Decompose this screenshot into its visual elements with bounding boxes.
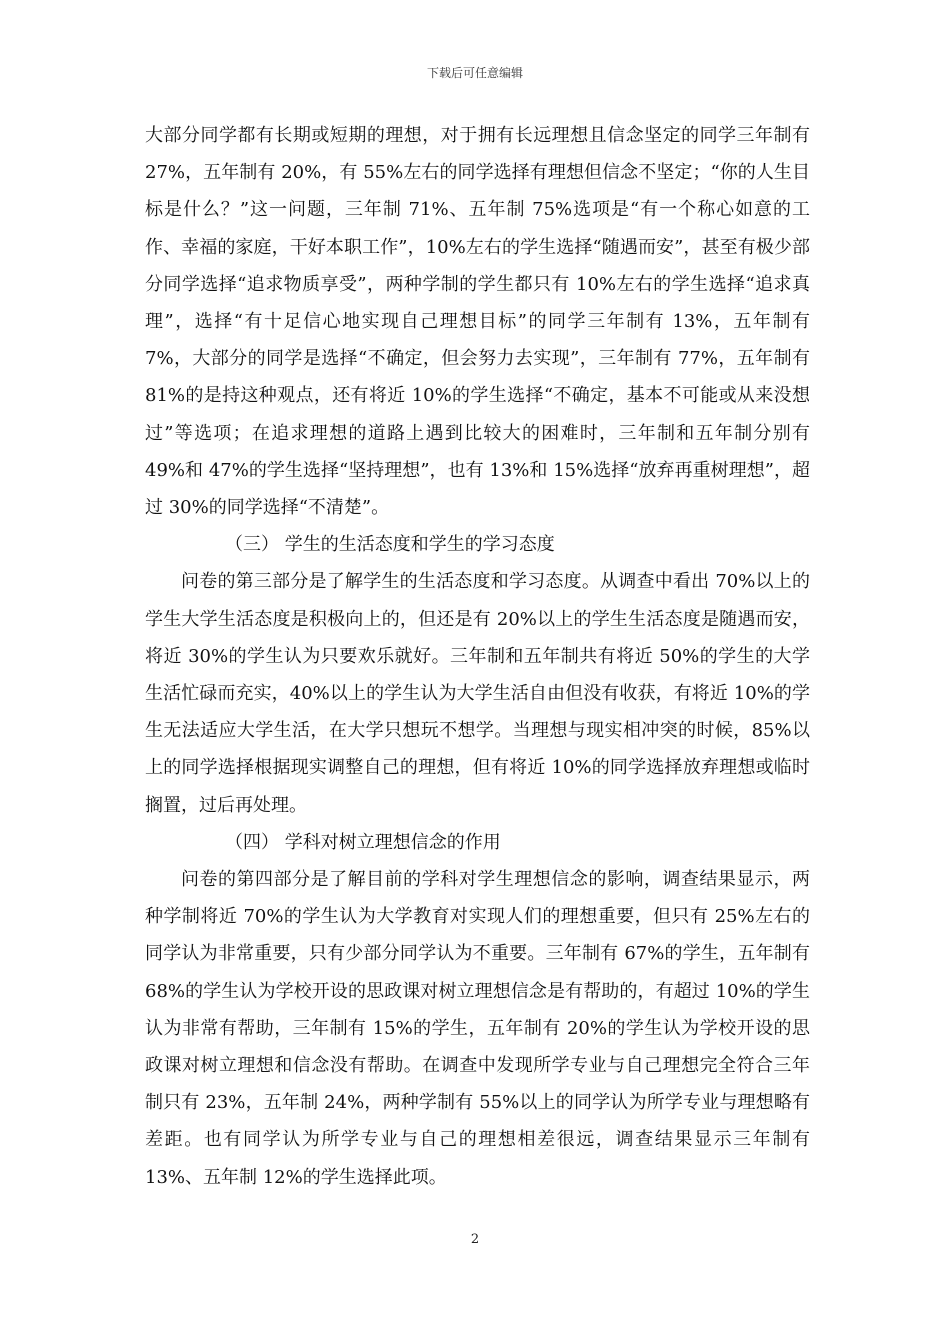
- section-heading-four: （四） 学科对树立理想信念的作用: [225, 831, 501, 853]
- section-heading-three: （三） 学生的生活态度和学生的学习态度: [225, 534, 555, 556]
- document-body: [145, 117, 810, 1196]
- paragraph-continuation: 大部分同学都有长期或短期的理想，对于拥有长远理想且信念坚定的同学三年制有 27%，五年制有 20%，有 55%左右的同学选择有理想但信念不坚定；“你的人生目标是什么？”这一问题，三年制 71%、五年制 75%选项是“有一个称心如意的工作、幸福的家庭，干好本职工作”，10%左右的学生选择“随遇而安”，甚至有极少部分同学选择“追求物质享受”，两种学制的学生都只有 10%左右的学生选择“追求真理”，选择“有十足信心地实现自己理想目标”的同学三年制有 13%，五年制有 7%，大部分的同学是选择“不确定，但会努力去实现”，三年制有 77%，五年制有 81%的是持这种观点，还有将近 10%的学生选择“不确定，基本不可能或从来没想过”等选项；在追求理想的道路上遇到比较大的困难时，三年制和五年制分别有 49%和 47%的学生选择“坚持理想”，也有 13%和 15%选择“放弃再重树理想”，超过 30%的同学选择“不清楚”。: [145, 125, 810, 519]
- paragraph-section-four: 问卷的第四部分是了解目前的学科对学生理想信念的影响，调查结果显示，两种学制将近 70%的学生认为大学教育对实现人们的理想重要，但只有 25%左右的同学认为非常重要，只有少部分同学认为不重要。三年制有 67%的学生，五年制有 68%的学生认为学校开设的思政课对树立理想信念是有帮助的，有超过 10%的学生认为非常有帮助，三年制有 15%的学生，五年制有 20%的学生认为学校开设的思政课对树立理想和信念没有帮助。在调查中发现所学专业与自己理想完全符合三年制只有 23%，五年制 24%，两种学制有 55%以上的同学认为所学专业与理想略有差距。也有同学认为所学专业与自己的理想相差很远，调查结果显示三年制有 13%、五年制 12%的学生选择此项。: [145, 869, 810, 1188]
- page-header-note: 下载后可任意编辑: [426, 66, 523, 80]
- page-number: 2: [470, 1232, 480, 1247]
- paragraph-section-three: 问卷的第三部分是了解学生的生活态度和学习态度。从调查中看出 70%以上的学生大学生活态度是积极向上的，但还是有 20%以上的学生生活态度是随遇而安，将近 30%的学生认为只要欢乐就好。三年制和五年制共有将近 50%的学生的大学生活忙碌而充实，40%以上的学生认为大学生活自由但没有收获，有将近 10%的学生无法适应大学生活，在大学只想玩不想学。当理想与现实相冲突的时候，85%以上的同学选择根据现实调整自己的理想，但有将近 10%的同学选择放弃理想或临时搁置，过后再处理。: [145, 571, 810, 816]
